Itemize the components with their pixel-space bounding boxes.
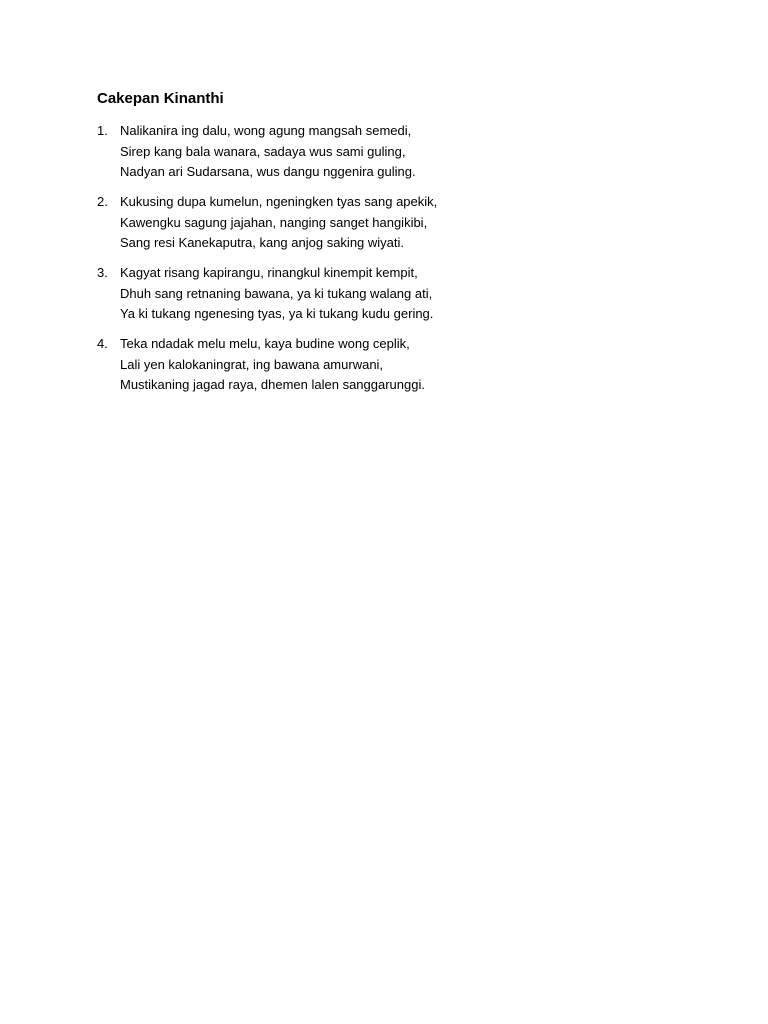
document-title: Cakepan Kinanthi	[97, 90, 224, 107]
stanza-lines	[120, 263, 433, 325]
verse-line: Ya ki tukang ngenesing tyas, ya ki tukang kudu gering.	[120, 306, 434, 321]
verse-line: Nalikanira ing dalu, wong agung mangsah semedi,	[120, 123, 412, 138]
verse-line: Kukusing dupa kumelun, ngeningken tyas sang apekik,	[120, 194, 438, 209]
verse-line: Dhuh sang retnaning bawana, ya ki tukang walang ati,	[120, 285, 433, 301]
stanza-number: 1.	[97, 123, 108, 138]
stanza-number: 2.	[97, 194, 108, 209]
stanza-number: 4.	[97, 336, 108, 351]
stanza-3	[97, 263, 657, 325]
verse-line: Sang resi Kanekaputra, kang anjog saking wiyati.	[120, 235, 405, 250]
stanza-lines	[120, 192, 437, 254]
stanza-4	[97, 334, 657, 396]
stanza-lines	[120, 121, 416, 183]
verse-line: Lali yen kalokaningrat, ing bawana amurwani,	[120, 356, 384, 372]
stanza-lines	[120, 334, 425, 396]
verse-line: Mustikaning jagad raya, dhemen lalen sanggarunggi.	[120, 377, 425, 392]
verse-line: Teka ndadak melu melu, kaya budine wong ceplik,	[120, 336, 410, 351]
stanza-number: 3.	[97, 265, 108, 280]
verse-line: Kagyat risang kapirangu, rinangkul kinempit kempit,	[120, 265, 418, 280]
stanza-list	[97, 121, 657, 405]
verse-line: Kawengku sagung jajahan, nanging sanget hangikibi,	[120, 214, 428, 230]
verse-line: Sirep kang bala wanara, sadaya wus sami guling,	[120, 143, 406, 159]
verse-line: Nadyan ari Sudarsana, wus dangu nggenira guling.	[120, 164, 416, 179]
stanza-2	[97, 192, 657, 254]
stanza-1	[97, 121, 657, 183]
